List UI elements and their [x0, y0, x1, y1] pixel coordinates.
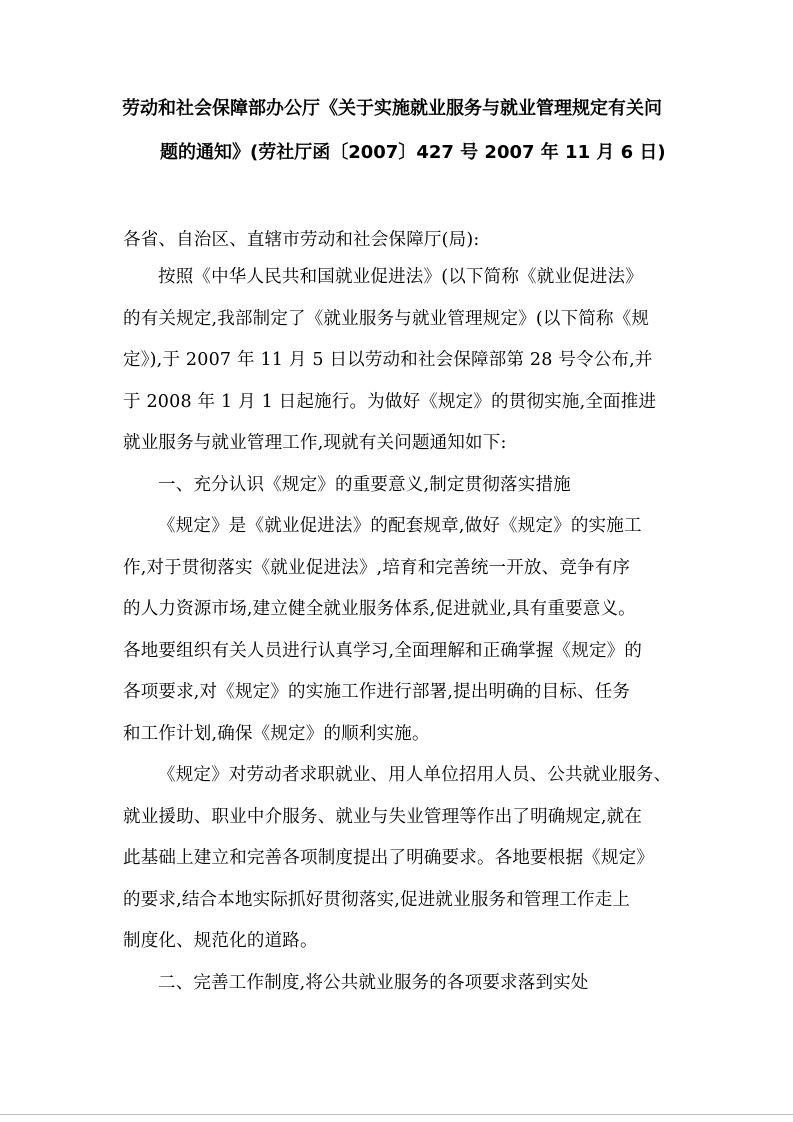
paragraph-line: 的人力资源市场,建立健全就业服务体系,促进就业,具有重要意义。: [123, 599, 636, 619]
paragraph-line: 《规定》是《就业促进法》的配套规章,做好《规定》的实施工: [158, 516, 642, 536]
paragraph-line: 定》),于 2007 年 11 月 5 日以劳动和社会保障部第 28 号令公布,并: [123, 350, 653, 370]
paragraph-line: 的有关规定,我部制定了《就业服务与就业管理规定》(以下简称《规: [123, 309, 650, 329]
document-title-line-2: 题的通知》(劳社厅函〔2007〕427 号 2007 年 11 月 6 日): [160, 142, 666, 163]
paragraph-line: 此基础上建立和完善各项制度提出了明确要求。各地要根据《规定》: [123, 848, 654, 868]
paragraph-line: 就业援助、职业中介服务、就业与失业管理等作出了明确规定,就在: [123, 807, 643, 827]
paragraph-line: 作,对于贯彻落实《就业促进法》,培育和完善统一开放、竞争有序: [123, 558, 631, 578]
paragraph-line: 于 2008 年 1 月 1 日起施行。为做好《规定》的贯彻实施,全面推进: [123, 392, 657, 412]
salutation: 各省、自治区、直辖市劳动和社会保障厅(局):: [123, 230, 480, 250]
section-heading-1: 一、充分认识《规定》的重要意义,制定贯彻落实措施: [158, 475, 571, 495]
page-bottom-divider: [0, 1114, 793, 1115]
document-title-line-1: 劳动和社会保障部办公厅《关于实施就业服务与就业管理规定有关问: [122, 98, 662, 119]
paragraph-line: 就业服务与就业管理工作,现就有关问题通知如下:: [123, 433, 507, 453]
paragraph-line: 《规定》对劳动者求职就业、用人单位招用人员、公共就业服务、: [158, 765, 672, 785]
paragraph-line: 制度化、规范化的道路。: [123, 931, 318, 951]
paragraph-line: 按照《中华人民共和国就业促进法》(以下简称《就业促进法》: [158, 267, 643, 287]
paragraph-line: 和工作计划,确保《规定》的顺利实施。: [123, 724, 430, 744]
paragraph-line: 各地要组织有关人员进行认真学习,全面理解和正确掌握《规定》的: [123, 641, 643, 661]
section-heading-2: 二、完善工作制度,将公共就业服务的各项要求落到实处: [158, 973, 589, 993]
paragraph-line: 各项要求,对《规定》的实施工作进行部署,提出明确的目标、任务: [123, 682, 631, 702]
paragraph-line: 的要求,结合本地实际抓好贯彻落实,促进就业服务和管理工作走上: [123, 890, 631, 910]
